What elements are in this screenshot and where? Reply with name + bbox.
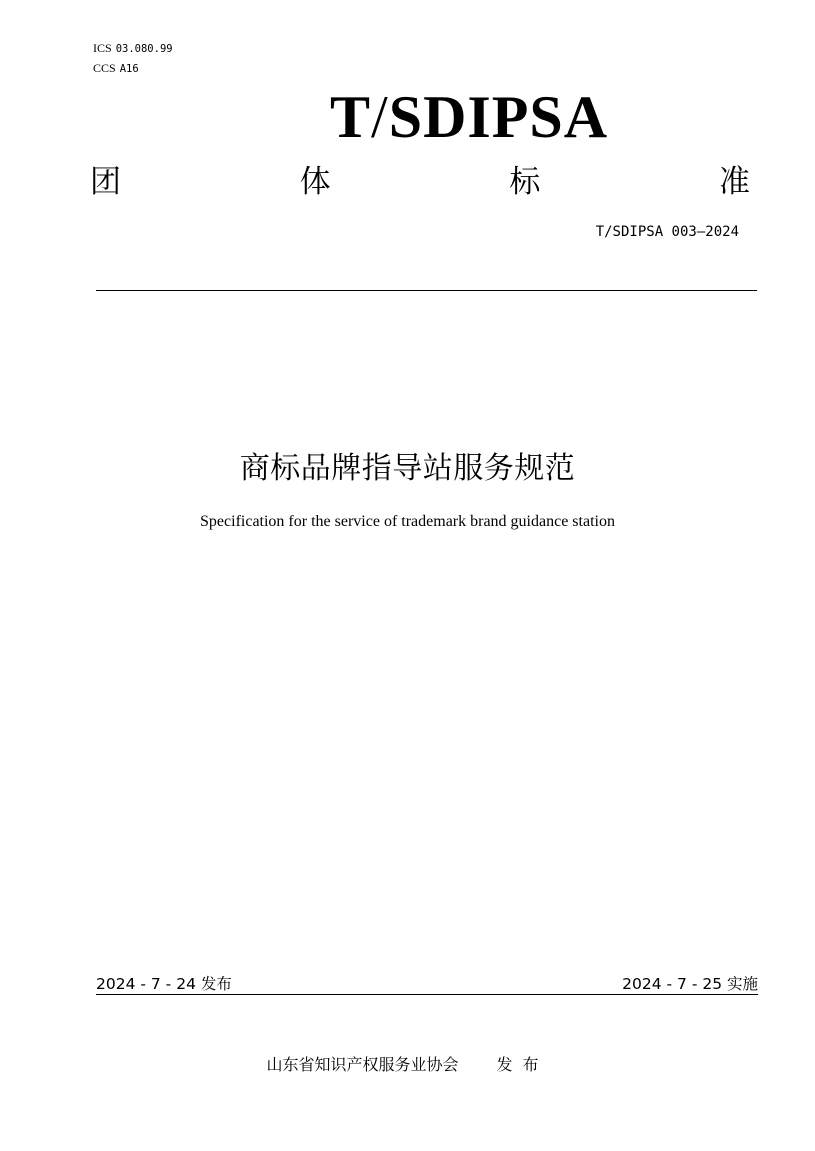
implementation-date: 2024 - 7 - 25 实施 (622, 975, 758, 993)
footer-divider (96, 994, 758, 995)
release-date: 2024 - 7 - 24 发布 (96, 975, 232, 993)
logo-part-sdipsa: SDIPSA (388, 84, 609, 150)
ccs-label: CCS (93, 61, 116, 75)
ics-code: 03.080.99 (115, 43, 173, 55)
organization-logo (330, 78, 720, 156)
standard-type-char: 体 (299, 163, 331, 200)
standard-type-char: 准 (718, 163, 750, 200)
header-divider (96, 290, 757, 291)
standard-type-char: 标 (509, 163, 541, 200)
publisher-line (0, 1052, 815, 1075)
logo-slash: / (371, 84, 389, 150)
publish-action: 发布 (496, 1055, 549, 1074)
ics-classification (93, 41, 173, 56)
publisher-name: 山东省知识产权服务业协会 (266, 1055, 459, 1074)
ics-label: ICS (93, 41, 112, 55)
document-title: 商标品牌指导站服务规范 (239, 451, 576, 486)
ccs-classification (93, 61, 139, 76)
ccs-code: A16 (119, 63, 139, 75)
standard-type (90, 154, 750, 202)
standard-type-char: 团 (90, 163, 121, 200)
document-title-english: Specification for the service of trademark brand guidance station (200, 513, 615, 530)
standard-number: T/SDIPSA 003—2024 (595, 224, 739, 240)
logo-part-t: T (330, 84, 372, 150)
